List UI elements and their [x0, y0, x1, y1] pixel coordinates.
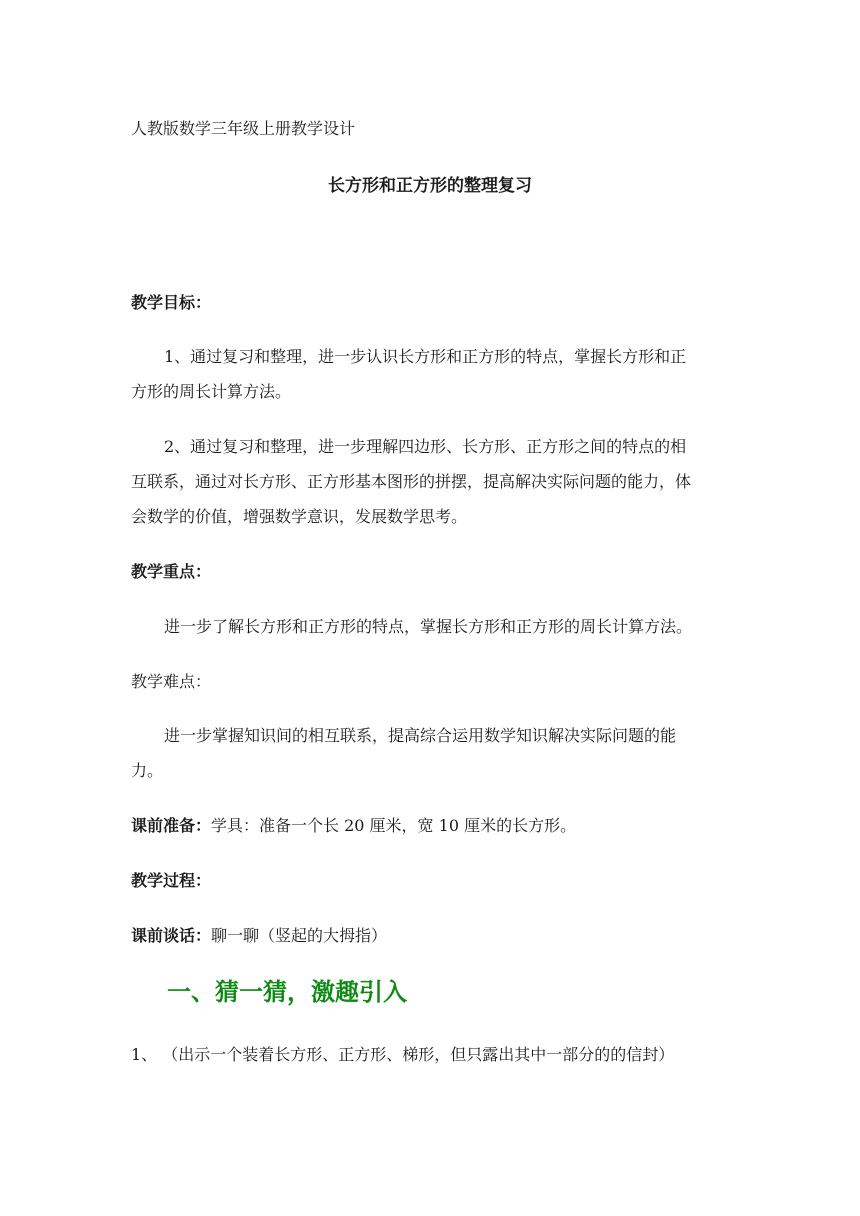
process-label: 教学过程：: [131, 871, 212, 890]
step-1-text: 1、 （出示一个装着长方形、正方形、梯形，但只露出其中一部分的的信封）: [131, 1045, 675, 1064]
key-points-text: 进一步了解长方形和正方形的特点，掌握长方形和正方形的周长计算方法。: [164, 617, 693, 636]
chat-row: [131, 926, 387, 946]
difficulties-line-2: 力。: [131, 761, 164, 780]
chat-text: 聊一聊（竖起的大拇指）: [211, 926, 388, 945]
preparation-text: 学具：准备一个长 20 厘米，宽 10 厘米的长方形。: [211, 816, 577, 835]
objective-2-line-3: 会数学的价值，增强数学意识，发展数学思考。: [131, 507, 468, 526]
chat-label: 课前谈话：: [131, 926, 212, 945]
difficulties-line-1: 进一步掌握知识间的相互联系，提高综合运用数学知识解决实际问题的能: [164, 726, 677, 745]
document-header: 人教版数学三年级上册教学设计: [131, 119, 356, 138]
objective-1-line-2: 方形的周长计算方法。: [131, 382, 292, 401]
difficulties-label: 教学难点：: [131, 672, 212, 691]
document-title: 长方形和正方形的整理复习: [328, 176, 532, 196]
objective-2-line-1: 2、通过复习和整理，进一步理解四边形、长方形、正方形之间的特点的相: [164, 437, 687, 456]
key-points-label: 教学重点：: [131, 562, 212, 581]
section-1-heading: 一、猜一猜，激趣引入: [167, 978, 407, 1006]
objective-1-line-1: 1、通过复习和整理，进一步认识长方形和正方形的特点，掌握长方形和正: [164, 347, 687, 366]
objective-2-line-2: 互联系，通过对长方形、正方形基本图形的拼摆，提高解决实际问题的能力，体: [131, 472, 692, 491]
objectives-label: 教学目标：: [131, 293, 212, 312]
preparation-row: [131, 816, 576, 836]
preparation-label: 课前准备：: [131, 816, 212, 835]
